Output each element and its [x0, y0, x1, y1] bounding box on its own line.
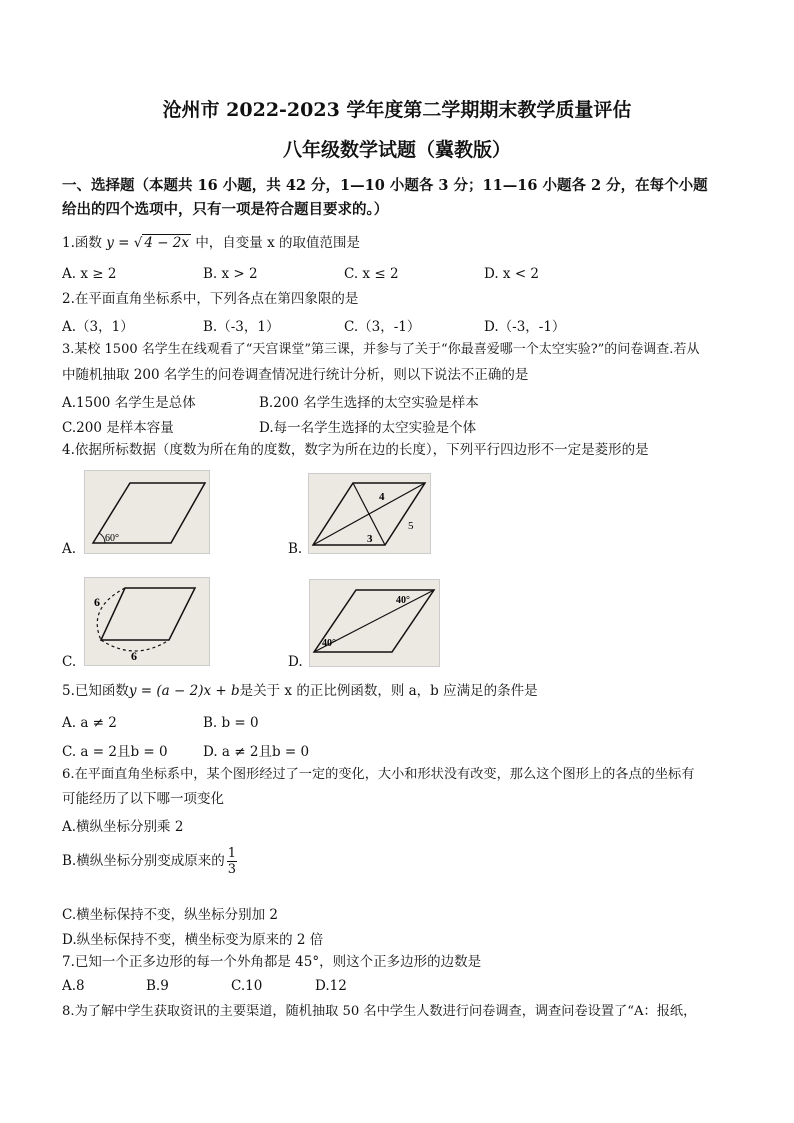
q4-figure-b: [308, 473, 431, 554]
q5-option-d: D. a ≠ 2且b = 0: [203, 744, 310, 760]
q1-sqrt-sign: √: [133, 235, 143, 251]
question-6-line2: 可能经历了以下哪一项变化: [62, 791, 224, 807]
q7-option-d: D.12: [315, 978, 347, 994]
q4-label-b: B.: [288, 541, 303, 557]
fig-c-bottom-label: 6: [131, 649, 137, 663]
question-6-line1: 6.在平面直角坐标系中，某个图形经过了一定的变化，大小和形状没有改变，那么这个图形上的各点的坐标有: [62, 767, 695, 782]
q2-option-a: A.（3，1）: [62, 319, 134, 335]
question-2-stem: 2.在平面直角坐标系中，下列各点在第四象限的是: [62, 291, 359, 307]
q6-option-d: D.纵坐标保持不变，横坐标变为原来的 2 倍: [62, 932, 324, 948]
q7-option-a: A.8: [62, 978, 85, 994]
fig-c-left-label: 6: [94, 595, 100, 609]
q1-lhs: y =: [106, 235, 130, 251]
q4-figure-a: [84, 470, 210, 554]
fig-a-angle-label: 60°: [105, 533, 119, 544]
q5-formula: y = (a − 2)x + b: [128, 683, 240, 699]
q7-option-b: B.9: [146, 978, 169, 994]
q3-option-d: D.每一名学生选择的太空实验是个体: [259, 420, 477, 436]
q1-option-c: C. x ≤ 2: [344, 266, 399, 282]
q1-pre: 1.函数: [62, 235, 102, 251]
q4-figure-c: [84, 577, 210, 666]
fig-d-bottom-label: 40°: [322, 638, 336, 649]
q4-label-d: D.: [288, 654, 303, 670]
q6-fraction-num: 1: [227, 846, 236, 861]
q4-label-c: C.: [62, 654, 77, 670]
fig-b-bottom-label: 3: [367, 533, 373, 545]
parallelogram-shape: [101, 588, 195, 640]
question-3-line2: 中随机抽取 200 名学生的问卷调查情况进行统计分析，则以下说法不正确的是: [62, 367, 529, 383]
fig-b-right-label: 5: [408, 520, 414, 532]
q3-option-a: A.1500 名学生是总体: [62, 395, 196, 411]
question-3-line1: 3.某校 1500 名学生在线观看了“天宫课堂”第三课，并参与了关于“你最喜爱哪一个太空实验?”的问卷调查.若从: [62, 342, 700, 357]
page-subtitle: 八年级数学试题（冀教版）: [282, 139, 511, 161]
question-1-stem: [62, 234, 360, 252]
q5-option-a: A. a ≠ 2: [62, 715, 117, 731]
question-7-stem: 7.已知一个正多边形的每一个外角都是 45°，则这个正多边形的边数是: [62, 954, 482, 970]
fig-d-top-label: 40°: [396, 595, 410, 606]
q1-option-d: D. x < 2: [484, 266, 540, 282]
q4-label-a: A.: [62, 541, 77, 557]
q1-radicand: 4 − 2x: [144, 235, 190, 251]
q7-option-c: C.10: [231, 978, 263, 994]
q6-option-b: [62, 846, 237, 877]
page-title: 沧州市 2022-2023 学年度第二学期期末教学质量评估: [162, 99, 632, 121]
q5-post: 是关于 x 的正比例函数，则 a，b 应满足的条件是: [239, 683, 538, 699]
q2-option-d: D.（-3，-1）: [484, 319, 566, 335]
section-heading-line1: 一、选择题（本题共 16 小题，共 42 分，1—10 小题各 3 分；11—16 小题各 2 分，在每个小题: [62, 177, 708, 194]
question-8-line1: 8.为了解中学生获取资讯的主要渠道，随机抽取 50 名中学生人数进行问卷调查，调查问卷设置了“A：报纸，: [62, 1004, 697, 1019]
q5-option-b: B. b = 0: [203, 715, 259, 731]
q2-option-c: C.（3，-1）: [344, 319, 421, 335]
q1-option-a: A. x ≥ 2: [62, 266, 117, 282]
q6-option-c: C.横坐标保持不变，纵坐标分别加 2: [62, 907, 279, 923]
q6-fraction: [227, 846, 237, 877]
q1-post: 中，自变量 x 的取值范围是: [195, 235, 361, 251]
q6-option-b-text: B.横纵坐标分别变成原来的: [62, 853, 225, 869]
question-4-stem: 4.依据所标数据（度数为所在角的度数，数字为所在边的长度），下列平行四边形不一定是菱形的是: [62, 442, 649, 458]
q2-option-b: B.（-3，1）: [203, 319, 280, 335]
q3-option-c: C.200 是样本容量: [62, 420, 174, 436]
q5-option-c: C. a = 2且b = 0: [62, 744, 168, 760]
q5-pre: 5.已知函数: [62, 683, 129, 699]
q3-option-b: B.200 名学生选择的太空实验是样本: [259, 395, 479, 411]
section-heading-line2: 给出的四个选项中，只有一项是符合题目要求的。）: [62, 201, 389, 218]
q6-option-a: A.横纵坐标分别乘 2: [62, 819, 184, 835]
fig-b-top-label: 4: [379, 491, 385, 503]
q1-option-b: B. x > 2: [203, 266, 258, 282]
question-5-stem: [62, 682, 538, 700]
q6-fraction-den: 3: [227, 862, 236, 877]
q4-figure-d: [309, 579, 440, 667]
